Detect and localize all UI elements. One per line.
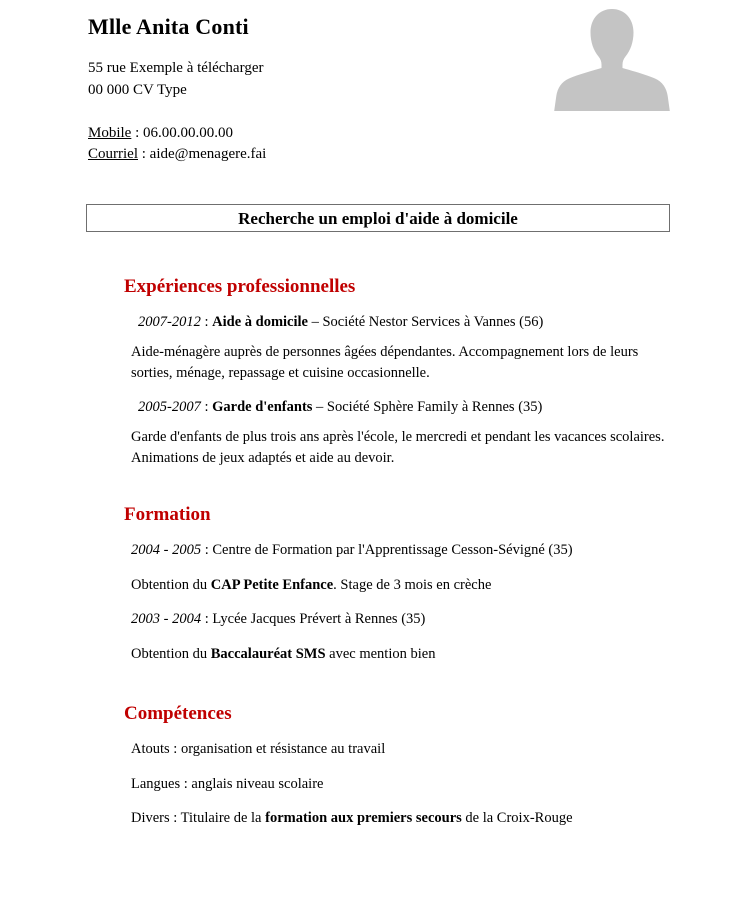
phone-label: Mobile	[88, 124, 132, 141]
section-experience	[0, 276, 750, 504]
experience-period: 2007-2012	[138, 313, 201, 330]
experience-dash: –	[312, 398, 327, 415]
experience-entry	[0, 313, 750, 398]
section-title-experience: Expériences professionnelles	[124, 276, 356, 297]
contact-phone-row	[88, 123, 528, 144]
formation-highlight: Baccalauréat SMS	[210, 645, 326, 662]
section-title-skills: Compétences	[124, 703, 232, 725]
formation-line	[131, 645, 671, 680]
formation-line	[131, 541, 671, 576]
identity-block	[88, 14, 528, 166]
formation-suffix: avec mention bien	[325, 645, 436, 662]
skills-text: Divers : Titulaire de la	[131, 810, 266, 827]
address-street: 55 rue Exemple à télécharger	[88, 60, 264, 77]
formation-period: 2003 - 2004	[131, 611, 202, 628]
skills-line	[131, 809, 671, 844]
experience-role: Garde d'enfants	[212, 398, 313, 415]
email-value: aide@menagere.fai	[149, 146, 267, 163]
skills-suffix: de la Croix-Rouge	[461, 810, 573, 827]
formation-text: Obtention du	[131, 576, 211, 593]
formation-text: Obtention du	[131, 645, 211, 662]
formation-highlight: CAP Petite Enfance	[210, 576, 334, 593]
cv-header	[0, 0, 750, 180]
address-block	[88, 58, 528, 101]
candidate-name: Mlle Anita Conti	[88, 14, 249, 39]
skills-line	[131, 740, 671, 775]
experience-employer: Société Sphère Family à Rennes (35)	[326, 398, 543, 415]
contact-email-row	[88, 144, 528, 165]
section-skills	[0, 703, 750, 843]
skills-line	[131, 775, 671, 810]
experience-entry	[0, 398, 750, 483]
formation-line	[131, 576, 671, 611]
formation-text: : Centre de Formation par l'Apprentissage Cesson-Sévigné (35)	[201, 542, 573, 559]
experience-entry-head	[138, 313, 750, 343]
address-city: 00 000 CV Type	[88, 81, 187, 98]
skills-text: Langues : anglais niveau scolaire	[131, 775, 324, 792]
person-silhouette-icon	[552, 6, 672, 114]
skills-text: Atouts : organisation et résistance au travail	[131, 741, 386, 758]
formation-text: : Lycée Jacques Prévert à Rennes (35)	[201, 611, 426, 628]
experience-separator: :	[200, 313, 213, 330]
objective-banner	[86, 204, 670, 232]
experience-separator: :	[200, 398, 213, 415]
experience-description: Aide-ménagère auprès de personnes âgées dépendantes. Accompagnement lors de leurs sorties, ménage, repassage et cuisine occasionnelle.	[131, 344, 639, 381]
experience-role: Aide à domicile	[212, 313, 308, 330]
skills-highlight: formation aux premiers secours	[265, 810, 462, 827]
objective-text: Recherche un emploi d'aide à domicile	[238, 208, 518, 228]
email-label: Courriel	[88, 146, 138, 163]
experience-period: 2005-2007	[138, 398, 201, 415]
experience-entries	[0, 313, 750, 482]
experience-dash: –	[307, 313, 323, 330]
formation-line	[131, 610, 671, 645]
contact-block	[88, 123, 528, 166]
formation-suffix: . Stage de 3 mois en crèche	[333, 576, 492, 593]
section-formation	[0, 504, 750, 703]
formation-lines	[0, 541, 750, 679]
experience-employer: Société Nestor Services à Vannes (56)	[322, 313, 544, 330]
skills-lines	[0, 740, 750, 844]
cv-body	[0, 276, 750, 844]
email-separator: :	[138, 146, 150, 163]
profile-photo	[552, 6, 672, 114]
formation-period: 2004 - 2005	[131, 542, 202, 559]
experience-entry-head	[138, 398, 750, 428]
section-title-formation: Formation	[124, 504, 211, 526]
phone-value: 06.00.00.00.00	[143, 124, 234, 141]
phone-separator: :	[131, 124, 144, 141]
experience-description: Garde d'enfants de plus trois ans après l'école, le mercredi et pendant les vacances scolaires. Animations de jeux adaptés et aide au devoir.	[131, 429, 665, 466]
